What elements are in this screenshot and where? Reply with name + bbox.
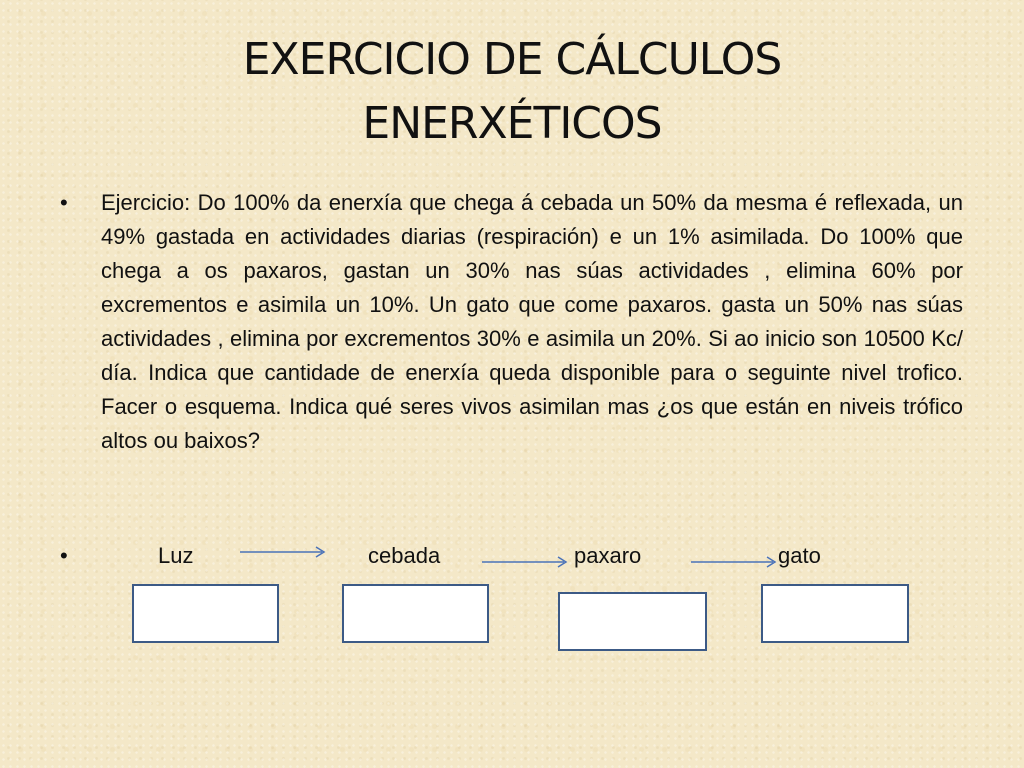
slide-title-line-1: EXERCICIO DE CÁLCULOS: [242, 34, 782, 85]
chain-label-luz: Luz: [158, 543, 194, 568]
slide-title: [112, 28, 912, 156]
answer-box-luz[interactable]: [132, 584, 279, 643]
chain-label-gato: gato: [778, 543, 821, 568]
arrow-right-icon: [480, 554, 572, 570]
bullet-icon: •: [60, 190, 68, 215]
answer-box-cebada[interactable]: [342, 584, 489, 643]
chain-label-cebada: cebada: [368, 543, 441, 568]
slide-title-line-2: ENERXÉTICOS: [362, 98, 662, 149]
exercise-text: Ejercicio: Do 100% da enerxía que chega á cebada un 50% da mesma é reflexada, un 49% gastada en actividades diarias (respiración) e un 1% asimilada. Do 100% que chega a os paxaros, gastan un 30% nas súas actividades , elimina 60% por excrementos e asimila un 10%. Un gato que come paxaros. gasta un 50% nas súas actividades , elimina por excrementos 30% e asimila un 20%. Si ao inicio son 10500 Kc/ día. Indica que cantidade de enerxía queda disponible para o seguinte nivel trofico. Facer o esquema. Indica qué seres vivos asimilan mas ¿os que están en niveis trófico altos ou baixos?: [101, 190, 963, 453]
arrow-right-icon: [238, 544, 330, 560]
arrow-right-icon: [689, 554, 781, 570]
chain-label-paxaro: paxaro: [574, 543, 642, 568]
bullet-icon: •: [60, 543, 68, 568]
answer-box-gato[interactable]: [761, 584, 909, 643]
answer-box-paxaro[interactable]: [558, 592, 707, 651]
